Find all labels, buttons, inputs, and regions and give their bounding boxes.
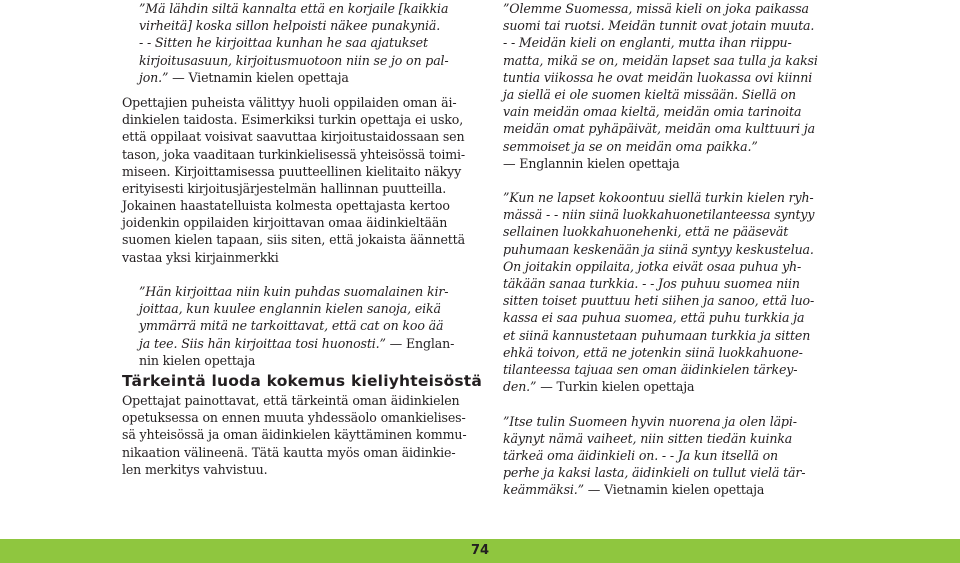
paragraph-line: vastaa yksi kirjainmerkki	[122, 249, 279, 265]
quote-line: kassa ei saa puhua suomea, että puhu turkkia ja	[503, 310, 805, 326]
quote-line-last	[139, 335, 467, 352]
quote-line: puhumaan keskenään ja siinä syntyy keskustelua.	[503, 241, 814, 257]
quote-vietnamese-teacher-2	[503, 413, 823, 499]
section-heading: Tärkeintä luoda kokemus kieliyhteisöstä	[122, 372, 483, 390]
quote-end: keämmäksi.”	[503, 482, 584, 498]
paragraph-line: Opettajat painottavat, että tärkeintä oman äidinkielen	[122, 393, 460, 408]
dash: —	[389, 335, 403, 351]
quote-attribution: Englan-	[402, 335, 455, 351]
quote-english-teacher-2	[503, 0, 823, 172]
quote-line: ”Mä lähdin siltä kannalta että en korjaile [kaikkia	[139, 1, 449, 16]
quote-attribution: Vietnamin kielen opettaja	[184, 69, 349, 85]
quote-line: ja siellä ei ole suomen kieltä missään. Siellä on	[503, 86, 796, 102]
paragraph-line: opetuksessa on ennen muuta yhdessäolo omankielises-	[122, 410, 466, 426]
quote-line: ehkä toivon, että ne jotenkin siinä luokkahuone-	[503, 344, 803, 360]
page-number: 74	[471, 543, 490, 558]
dash: —	[540, 379, 553, 395]
quote-attribution: Turkin kielen opettaja	[552, 379, 695, 395]
paragraph-line: joidenkin oppilaiden kirjoittavan omaa äidinkieltään	[122, 215, 448, 231]
paragraph-concern	[122, 94, 467, 266]
quote-line: ”Hän kirjoittaa niin kuin puhdas suomalainen kir-	[139, 284, 449, 299]
quote-attribution-cont: nin kielen opettaja	[139, 352, 256, 368]
quote-vietnamese-teacher	[122, 0, 467, 86]
quote-turkish-teacher	[503, 189, 823, 395]
quote-line: sellainen luokkahuonehenki, että ne pääsevät	[503, 224, 789, 240]
quote-attribution: Vietnamin kielen opettaja	[600, 482, 765, 498]
quote-line-last	[503, 378, 823, 395]
paragraph-line: nikaation välineenä. Tätä kautta myös oman äidinkie-	[122, 444, 456, 460]
paragraph-line: suomen kielen tapaan, siis siten, että jokaista äännettä	[122, 232, 465, 248]
dash: —	[172, 69, 185, 85]
left-column	[122, 0, 467, 369]
paragraph-importance	[122, 392, 467, 478]
quote-line: tuntia viikossa he ovat meidän luokassa ovi kiinni	[503, 69, 813, 85]
quote-line: käynyt nämä vaiheet, niin sitten tiedän kuinka	[503, 430, 793, 446]
paragraph-line: miseen. Kirjoittamisessa puutteellinen kielitaito näkyy	[122, 163, 462, 179]
quote-attribution: — Englannin kielen opettaja	[503, 155, 680, 171]
quote-line: sitten toiset puuttuu heti siihen ja sanoo, että luo-	[503, 293, 815, 309]
quote-line: semmoiset ja se on meidän oma paikka.”	[503, 138, 758, 154]
quote-line: suomi tai ruotsi. Meidän tunnit ovat jotain muuta.	[503, 18, 815, 34]
quote-line-last	[503, 481, 823, 498]
quote-line: täkään sanaa turkkia. - - Jos puhuu suomea niin	[503, 276, 800, 291]
quote-line: joittaa, kun kuulee englannin kielen sanoja, eikä	[139, 301, 441, 317]
quote-line: matta, mikä se on, meidän lapset saa tulla ja kaksi	[503, 52, 818, 68]
quote-english-teacher	[122, 283, 467, 369]
quote-line: meidän omat pyhäpäivät, meidän oma kulttuuri ja	[503, 121, 815, 137]
quote-line: - - Sitten he kirjoittaa kunhan he saa ajatukset	[139, 35, 428, 51]
paragraph-line: dinkielen taidosta. Esimerkiksi turkin opettaja ei usko,	[122, 112, 464, 128]
quote-line: et siinä kannustetaan puhumaan turkkia ja sitten	[503, 327, 811, 343]
paragraph-line: len merkitys vahvistuu.	[122, 461, 268, 477]
quote-line: ymmärrä mitä ne tarkoittavat, että cat on koo ää	[139, 318, 444, 334]
paragraph-line: sä yhteisössä ja oman äidinkielen käyttäminen kommu-	[122, 427, 467, 443]
quote-line: virheitä] koska sillon helpoisti näkee punakyniä.	[139, 18, 441, 34]
quote-line: tärkeä oma äidinkieli on. - - Ja kun itsellä on	[503, 447, 778, 463]
quote-line: perhe ja kaksi lasta, äidinkieli on tullut vielä tär-	[503, 465, 806, 481]
quote-line: On joitakin oppilaita, jotka eivät osaa puhua yh-	[503, 258, 802, 274]
paragraph-line: erityisesti kirjoitusjärjestelmän hallinnan puutteilla.	[122, 180, 447, 196]
quote-line: mässä - - niin siinä luokkahuonetilanteessa syntyy	[503, 207, 815, 223]
paragraph-line: Opettajien puheista välittyy huoli oppilaiden oman äi-	[122, 94, 457, 110]
quote-end: den.”	[503, 379, 537, 395]
quote-line: ”Itse tulin Suomeen hyvin nuorena ja olen läpi-	[503, 413, 797, 429]
quote-line: kirjoitusasuun, kirjoitusmuotoon niin se jo on pal-	[139, 52, 449, 68]
quote-line: ”Olemme Suomessa, missä kieli on joka paikassa	[503, 1, 809, 16]
quote-end: ja tee. Siis hän kirjoittaa tosi huonosti.”	[139, 335, 386, 351]
quote-line-last	[139, 69, 467, 86]
paragraph-line: tason, joka vaaditaan turkinkielisessä yhteisössä toimi-	[122, 146, 466, 162]
paragraph-line: Jokainen haastatelluista kolmesta opettajasta kertoo	[122, 198, 450, 214]
quote-end: jon.”	[139, 69, 169, 85]
quote-line: vain meidän omaa kieltä, meidän omia tarinoita	[503, 104, 802, 120]
quote-line: tilanteessa tajuaa sen oman äidinkielen tärkey-	[503, 361, 798, 377]
dash: —	[587, 482, 601, 498]
quote-line: ”Kun ne lapset kokoontuu siellä turkin kielen ryh-	[503, 190, 814, 206]
right-column	[503, 0, 823, 498]
paragraph-line: että oppilaat voisivat saavuttaa kirjoitustaidossaan sen	[122, 129, 465, 145]
dash: —	[503, 155, 516, 171]
quote-line: - - Meidän kieli on englanti, mutta ihan riippu-	[503, 35, 792, 51]
